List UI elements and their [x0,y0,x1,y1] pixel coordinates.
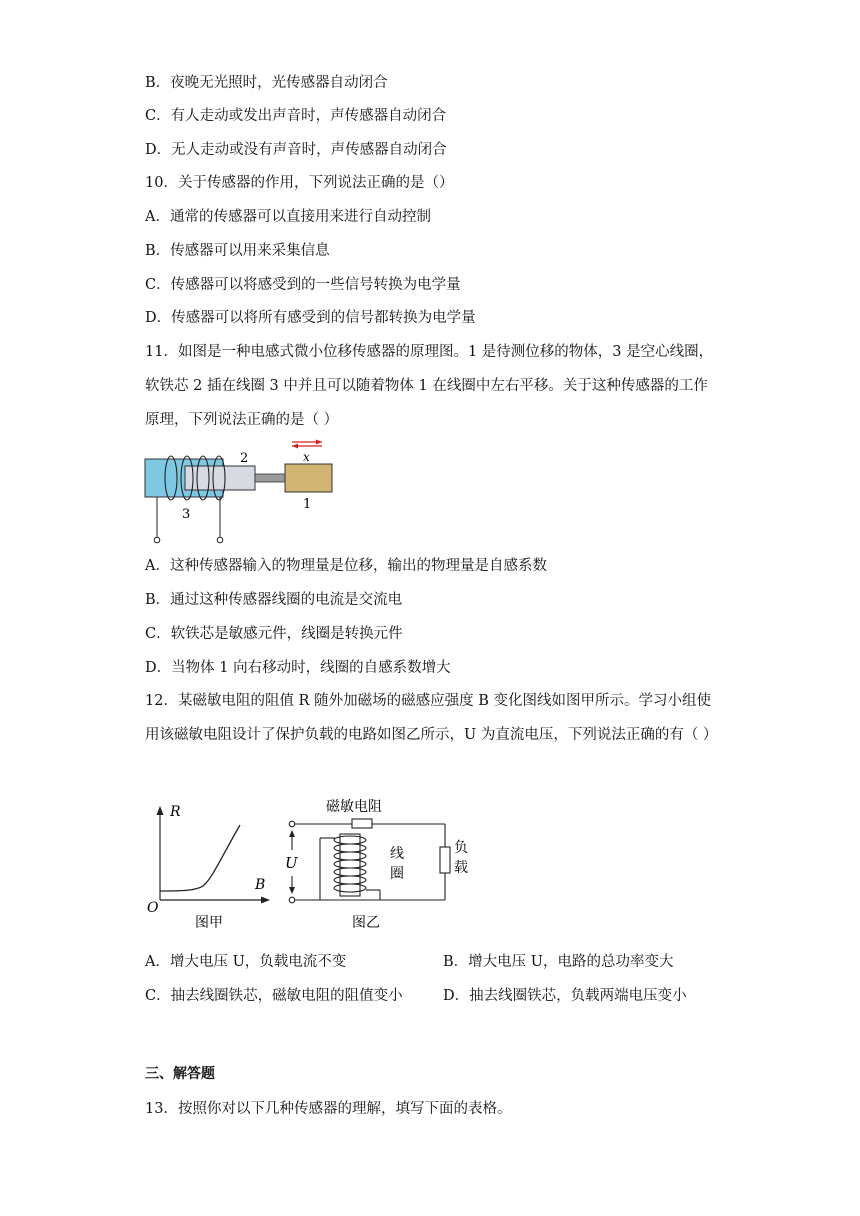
load-resistor [440,847,450,873]
label-x: x [303,450,310,464]
q10-option-d: D．传感器可以将所有感受到的信号都转换为电学量 [145,310,476,326]
resistor-label: 磁敏电阻 [326,799,382,815]
coil-label-1: 线 [390,846,404,862]
q10-option-a: A．通常的传感器可以直接用来进行自动控制 [145,209,431,225]
q9-option-d: D．无人走动或没有声音时，声传感器自动闭合 [145,142,447,158]
axis-r-label: R [170,804,181,820]
origin-label: O [147,900,159,916]
q12-option-b: B．增大电压 U，电路的总功率变大 [443,954,674,970]
load-label-2: 载 [454,860,468,876]
q9-option-b: B．夜晚无光照时，光传感器自动闭合 [145,75,388,91]
object-block [285,464,332,492]
circuit-yi [289,819,450,903]
caption-yi: 图乙 [352,915,380,931]
q11-option-c: C．软铁芯是敏感元件，线圈是转换元件 [145,626,403,642]
coil-label-2: 圈 [390,866,404,882]
q11-option-b: B．通过这种传感器线圈的电流是交流电 [145,592,403,608]
q13-stem: 13．按照你对以下几种传感器的理解，填写下面的表格。 [145,1101,512,1117]
y-axis-arrow [157,806,164,815]
label-1: 1 [303,497,312,512]
label-3: 3 [182,507,191,522]
q10-stem: 10．关于传感器的作用，下列说法正确的是（） [145,175,454,191]
displacement-arrow [292,440,322,449]
section-heading: 三、解答题 [145,1066,215,1082]
caption-jia: 图甲 [195,915,223,931]
axis-b-label: B [255,877,266,893]
terminal-left [154,537,160,543]
x-axis-arrow [261,897,270,904]
terminal-top [289,821,295,827]
iron-core [185,466,255,490]
q12-option-a: A．增大电压 U，负载电流不变 [145,954,347,970]
q9-option-c: C．有人走动或发出声音时，声传感器自动闭合 [145,108,447,124]
connecting-rod [255,474,285,482]
q11-stem: 11．如图是一种电感式微小位移传感器的原理图。1 是待测位移的物体，3 是空心线圈，软铁芯 2 插在线圈 3 中并且可以随着物体 1 在线圈中左右平移。关于这种传感器的工作原理，下列说法正确的是（ ） [145,344,714,428]
voltage-label: U [285,854,298,872]
graph-jia [147,804,270,931]
magneto-resistor [352,819,372,828]
q10-option-b: B．传感器可以用来采集信息 [145,243,330,259]
r-b-curve [160,825,240,891]
q12-figures [140,790,480,940]
terminal-right [217,537,223,543]
label-2: 2 [240,451,249,466]
q12-option-d: D．抽去线圈铁芯，负载两端电压变小 [443,988,687,1004]
q12-option-c: C．抽去线圈铁芯，磁敏电阻的阻值变小 [145,988,403,1004]
load-label-1: 负 [454,840,468,856]
q11-option-a: A．这种传感器输入的物理量是位移，输出的物理量是自感系数 [145,558,547,574]
terminal-bottom [289,897,295,903]
q11-figure [140,433,350,551]
q10-option-c: C．传感器可以将感受到的一些信号转换为电学量 [145,277,461,293]
q11-option-d: D．当物体 1 向右移动时，线圈的自感系数增大 [145,660,451,676]
q12-stem: 12．某磁敏电阻的阻值 R 随外加磁场的磁感应强度 B 变化图线如图甲所示。学习小组使用该磁敏电阻设计了保护负载的电路如图乙所示，U 为直流电压，下列说法正确的有（ ） [145,693,718,743]
